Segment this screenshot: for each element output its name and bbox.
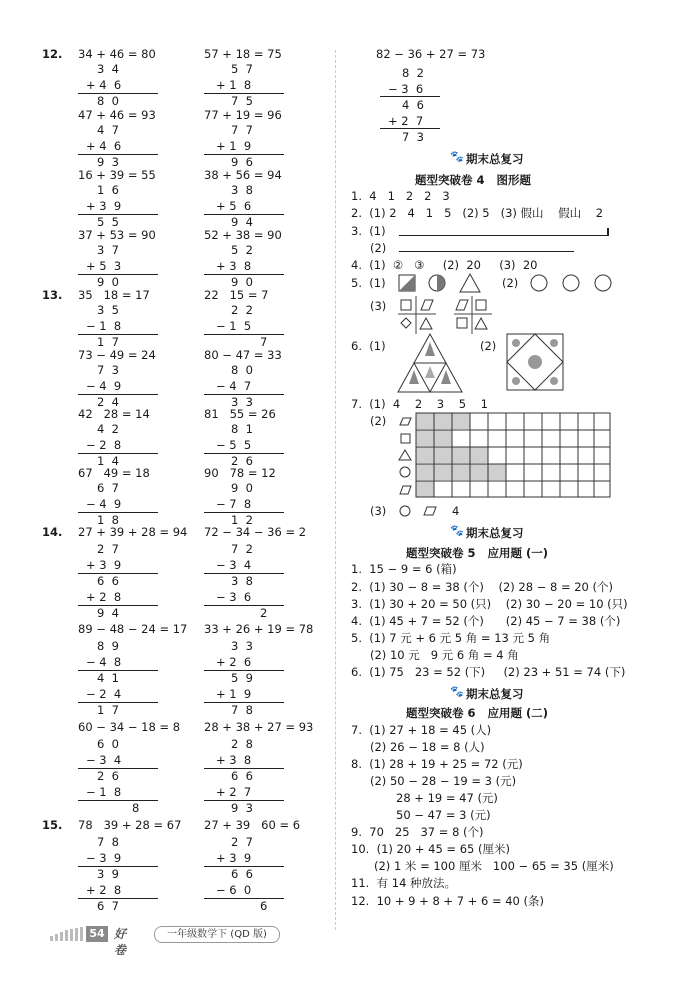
shapes-5-3 [396, 294, 496, 336]
rtop-r4: + 2 7 [388, 114, 424, 128]
q14d-r2: + 2 6 [216, 655, 252, 669]
q13b-r1: 2 2 [231, 303, 253, 317]
q14a-r3: 6 6 [97, 574, 119, 588]
rtop-r1: 8 2 [402, 66, 424, 80]
q15a-r5: 6 7 [97, 899, 119, 913]
q12h-r3: 9 0 [231, 275, 253, 289]
q13c-r1: 7 3 [97, 363, 119, 377]
rtop-r5: 7 3 [402, 130, 424, 144]
q14b-r2: − 3 4 [216, 558, 252, 572]
q12c-r2: + 4 6 [86, 139, 122, 153]
s3: 3. (1) 30 + 20 = 50 (只) (2) 30 − 20 = 10 (只) [351, 597, 628, 611]
q14b-line2 [204, 605, 284, 606]
q13h-r1: 9 0 [231, 481, 253, 495]
shapes-5-1 [398, 272, 488, 294]
q13b-eq: 22 15 = 7 [204, 288, 269, 302]
q13f-eq: 81 55 = 26 [204, 407, 276, 421]
q14e-r1: 6 0 [97, 737, 119, 751]
q12c-r3: 9 3 [97, 155, 119, 169]
q14c-r1: 8 9 [97, 639, 119, 653]
q14-number: 14. [42, 525, 63, 539]
r3a: 3. (1) [351, 224, 386, 238]
r7c: (3) [370, 504, 387, 518]
q14b-r5: 2 [260, 606, 268, 620]
q13c-r3: 2 4 [97, 395, 119, 409]
q15a-r2: − 3 9 [86, 851, 122, 865]
q14a-r4: + 2 8 [86, 590, 122, 604]
q14d-r4: + 1 9 [216, 687, 252, 701]
r6a: 6. (1) [351, 339, 386, 353]
t8d: 50 − 47 = 3 (元) [396, 808, 491, 822]
q13a-r1: 3 5 [97, 303, 119, 317]
q12b-eq: 57 + 18 = 75 [204, 47, 282, 61]
q12g-eq: 37 + 53 = 90 [78, 228, 156, 242]
q15b-eq: 27 + 39 60 = 6 [204, 818, 301, 832]
q13c-eq: 73 − 49 = 24 [78, 348, 156, 362]
q12b-r3: 7 5 [231, 94, 253, 108]
t9: 9. 70 25 37 = 8 (个) [351, 825, 484, 839]
q13g-r2: − 4 9 [86, 497, 122, 511]
r5b: (2) [502, 276, 519, 290]
q14b-r4: − 3 6 [216, 590, 252, 604]
q13a-r2: − 1 8 [86, 319, 122, 333]
q14d-r3: 5 9 [231, 671, 253, 685]
t8a: 8. (1) 28 + 19 + 25 = 72 (元) [351, 757, 523, 771]
q13b-line [204, 334, 284, 335]
q14c-r2: − 4 8 [86, 655, 122, 669]
s1: 1. 15 − 9 = 6 (箱) [351, 562, 457, 576]
r3a-line [399, 235, 609, 236]
q13b-r3: 7 [260, 335, 268, 349]
q13f-r1: 8 1 [231, 422, 253, 436]
q14a-eq: 27 + 39 + 28 = 94 [78, 525, 188, 539]
q15a-r4: + 2 8 [86, 883, 122, 897]
section2-title: 期末总复习 [466, 526, 524, 540]
circles-5-2 [525, 273, 615, 293]
q14f-eq: 28 + 38 + 27 = 93 [204, 720, 314, 734]
q12d-r2: + 1 9 [216, 139, 252, 153]
q12e-eq: 16 + 39 = 55 [78, 168, 156, 182]
q12h-eq: 52 + 38 = 90 [204, 228, 282, 242]
q14c-r5: 1 7 [97, 703, 119, 717]
q14e-r2: − 3 4 [86, 753, 122, 767]
s5b: (2) 10 元 9 元 6 角 = 4 角 [370, 648, 519, 662]
q12c-eq: 47 + 46 = 93 [78, 108, 156, 122]
q14a-r5: 9 4 [97, 606, 119, 620]
s4: 4. (1) 45 + 7 = 52 (个) (2) 45 − 7 = 38 (个) [351, 614, 621, 628]
q14b-r1: 7 2 [231, 542, 253, 556]
q12g-r2: + 5 3 [86, 259, 122, 273]
q14e-r3: 2 6 [97, 769, 119, 783]
q13e-eq: 42 28 = 14 [78, 407, 150, 421]
q12a-r3: 8 0 [97, 94, 119, 108]
q15a-r1: 7 8 [97, 835, 119, 849]
t8c: 28 + 19 = 47 (元) [396, 791, 498, 805]
q15b-r5: 6 [260, 899, 268, 913]
q12-number: 12. [42, 47, 63, 61]
q14e-eq: 60 − 34 − 18 = 8 [78, 720, 181, 734]
section1-subtitle: 题型突破卷 4 图形题 [415, 173, 532, 187]
q13g-r1: 6 7 [97, 481, 119, 495]
q13e-r1: 4 2 [97, 422, 119, 436]
r5a: 5. (1) [351, 276, 386, 290]
s6: 6. (1) 75 23 = 52 (下) (2) 23 + 51 = 74 (下) [351, 665, 626, 679]
t12: 12. 10 + 9 + 8 + 7 + 6 = 40 (条) [351, 894, 544, 908]
q12d-r3: 9 6 [231, 155, 253, 169]
t8b: (2) 50 − 28 − 19 = 3 (元) [370, 774, 517, 788]
q12g-r1: 3 7 [97, 243, 119, 257]
q13f-r2: − 5 5 [216, 438, 252, 452]
q13d-eq: 80 − 47 = 33 [204, 348, 282, 362]
q13e-r2: − 2 8 [86, 438, 122, 452]
section2-subtitle: 题型突破卷 5 应用题 (一) [406, 546, 549, 560]
q15b-r3: 6 6 [231, 867, 253, 881]
section3-title: 期末总复习 [466, 687, 524, 701]
paw-icon: 🐾 [450, 150, 464, 163]
s5a: 5. (1) 7 元 + 6 元 5 角 = 13 元 5 角 [351, 631, 551, 645]
q12a-r1: 3 4 [97, 62, 119, 76]
q12d-eq: 77 + 19 = 96 [204, 108, 282, 122]
r4: 4. (1) ② ③ (2) 20 (3) 20 [351, 258, 538, 272]
r7c-shapes [398, 504, 442, 518]
q12f-r3: 9 4 [231, 215, 253, 229]
q12h-r2: + 3 8 [216, 259, 252, 273]
q15a-eq: 78 39 + 28 = 67 [78, 818, 182, 832]
q12a-r2: + 4 6 [86, 78, 122, 92]
q13d-r2: − 4 7 [216, 379, 252, 393]
r7c-value: 4 [452, 504, 460, 518]
q13d-r1: 8 0 [231, 363, 253, 377]
t11: 11. 有 14 种放法。 [351, 876, 457, 890]
r7b: (2) [370, 414, 387, 428]
paw-icon: 🐾 [450, 685, 464, 698]
q13g-r3: 1 8 [97, 513, 119, 527]
q14b-eq: 72 − 34 − 36 = 2 [204, 525, 307, 539]
q14e-line2 [78, 800, 158, 801]
r3b: (2) [370, 241, 387, 255]
q12h-r1: 5 2 [231, 243, 253, 257]
q15b-r1: 2 7 [231, 835, 253, 849]
q13b-r2: − 1 5 [216, 319, 252, 333]
t7a: 7. (1) 27 + 18 = 45 (人) [351, 723, 492, 737]
r5c: (3) [370, 299, 387, 313]
r2: 2. (1) 2 4 1 5 (2) 5 (3) 假山 假山 2 [351, 206, 604, 220]
q14e-r5: 8 [132, 801, 140, 815]
s2: 2. (1) 30 − 8 = 38 (个) (2) 28 − 8 = 20 (个) [351, 580, 614, 594]
q14c-r4: − 2 4 [86, 687, 122, 701]
section3-subtitle: 题型突破卷 6 应用题 (二) [406, 706, 549, 720]
q15a-r3: 3 9 [97, 867, 119, 881]
q14b-r3: 3 8 [231, 574, 253, 588]
q15-number: 15. [42, 818, 63, 832]
q13d-r3: 3 3 [231, 395, 253, 409]
q13c-r2: − 4 9 [86, 379, 122, 393]
q12f-r1: 3 8 [231, 183, 253, 197]
q13-number: 13. [42, 288, 63, 302]
q12e-r1: 1 6 [97, 183, 119, 197]
q12e-r3: 5 5 [97, 215, 119, 229]
r1: 1. 4 1 2 2 3 [351, 189, 450, 203]
q13a-r3: 1 7 [97, 335, 119, 349]
q12b-r2: + 1 8 [216, 78, 252, 92]
q13h-r2: − 7 8 [216, 497, 252, 511]
q12e-r2: + 3 9 [86, 199, 122, 213]
q15b-line2 [204, 898, 284, 899]
q12c-r1: 4 7 [97, 123, 119, 137]
t7b: (2) 26 − 18 = 8 (人) [370, 740, 485, 754]
q14f-r3: 6 6 [231, 769, 253, 783]
paw-icon: 🐾 [450, 524, 464, 537]
book-title: 一年级数学下 (QD 版) [154, 926, 280, 943]
q14d-eq: 33 + 26 + 19 = 78 [204, 622, 314, 636]
rtop-r3: 4 6 [402, 98, 424, 112]
q14d-r1: 3 3 [231, 639, 253, 653]
page-number: 54 [86, 926, 108, 942]
q15b-r4: − 6 0 [216, 883, 252, 897]
rtop-eq: 82 − 36 + 27 = 73 [376, 47, 486, 61]
t10b: (2) 1 米 = 100 厘米 100 − 65 = 35 (厘米) [374, 859, 614, 873]
q14c-eq: 89 − 48 − 24 = 17 [78, 622, 188, 636]
q15b-r2: + 3 9 [216, 851, 252, 865]
triangle-figure [396, 332, 464, 394]
q12a-eq: 34 + 46 = 80 [78, 47, 156, 61]
q12f-eq: 38 + 56 = 94 [204, 168, 282, 182]
q13g-eq: 67 49 = 18 [78, 466, 150, 480]
rtop-line1 [380, 96, 440, 97]
q14e-r4: − 1 8 [86, 785, 122, 799]
q14f-r2: + 3 8 [216, 753, 252, 767]
q14a-r2: + 3 9 [86, 558, 122, 572]
footer-decoration-icon [50, 926, 86, 942]
section1-title: 期末总复习 [466, 152, 524, 166]
rtop-r2: − 3 6 [388, 82, 424, 96]
q12d-r1: 7 7 [231, 123, 253, 137]
q14f-r5: 9 3 [231, 801, 253, 815]
q13h-eq: 90 78 = 12 [204, 466, 276, 480]
q12f-r2: + 5 6 [216, 199, 252, 213]
r3a-line-tick [607, 228, 609, 236]
column-divider [335, 50, 336, 930]
rtop-line2 [380, 128, 440, 129]
q13f-r3: 2 6 [231, 454, 253, 468]
q14f-r4: + 2 7 [216, 785, 252, 799]
q13h-r3: 1 2 [231, 513, 253, 527]
q14c-r3: 4 1 [97, 671, 119, 685]
q14d-r5: 7 8 [231, 703, 253, 717]
q14f-r1: 2 8 [231, 737, 253, 751]
q13a-eq: 35 18 = 17 [78, 288, 150, 302]
q13e-r3: 1 4 [97, 454, 119, 468]
square-figure [506, 333, 566, 391]
q12g-r3: 9 0 [97, 275, 119, 289]
q12b-r1: 5 7 [231, 62, 253, 76]
bar-grid [396, 412, 612, 502]
t10a: 10. (1) 20 + 45 = 65 (厘米) [351, 842, 510, 856]
r7a: 7. (1) 4 2 3 5 1 [351, 397, 488, 411]
r6b: (2) [480, 339, 497, 353]
q14a-r1: 2 7 [97, 542, 119, 556]
brand-logo: 好卷 [114, 927, 127, 957]
r3b-line [399, 251, 574, 252]
